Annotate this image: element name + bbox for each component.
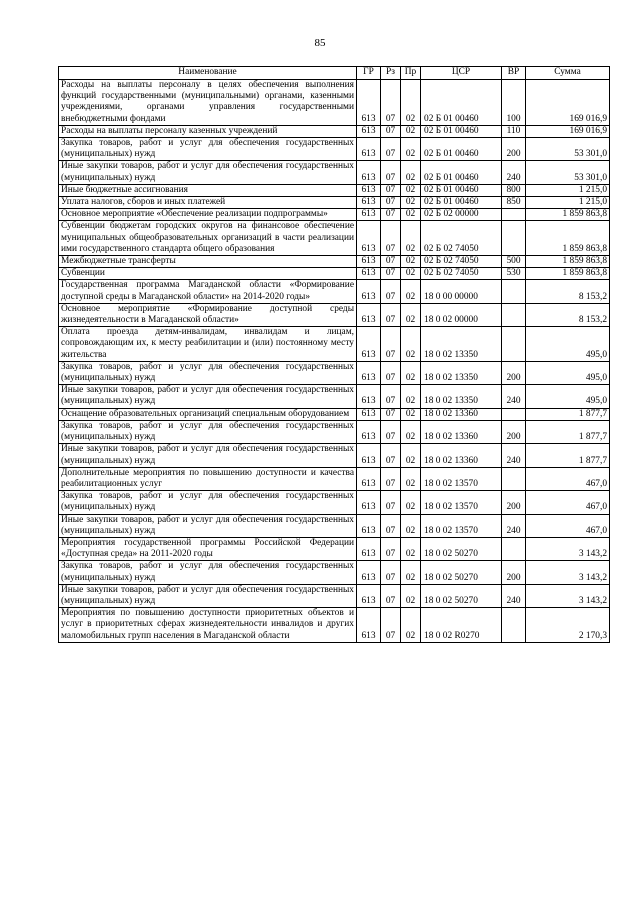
table-row: [59, 467, 610, 490]
cell-vr: 200: [502, 361, 526, 384]
cell-rz: 07: [381, 209, 401, 221]
cell-sum: 1 859 863,8: [526, 221, 610, 256]
cell-gr: 613: [357, 125, 381, 137]
cell-name: Оплата проезда детям-инвалидам, инвалидам и лицам, сопровождающим их, к месту реабилитации и (или) постоянному месту жительства: [59, 327, 357, 362]
cell-vr: 240: [502, 385, 526, 408]
cell-rz: 07: [381, 221, 401, 256]
cell-gr: 613: [357, 467, 381, 490]
cell-gr: 613: [357, 608, 381, 643]
cell-sum: 1 859 863,8: [526, 268, 610, 280]
cell-gr: 613: [357, 197, 381, 209]
cell-sum: 2 170,3: [526, 608, 610, 643]
cell-name: Закупка товаров, работ и услуг для обеспечения государственных (муниципальных) нужд: [59, 361, 357, 384]
cell-name: Субвенции бюджетам городских округов на финансовое обеспечение муниципальных общеобразовательных организаций в части реализации ими государственного стандарта общего образования: [59, 221, 357, 256]
cell-sum: 467,0: [526, 514, 610, 537]
cell-vr: [502, 221, 526, 256]
page-number: 85: [314, 37, 326, 49]
table-row: [59, 80, 610, 126]
cell-csr: 18 0 02 R0270: [421, 608, 502, 643]
cell-rz: 07: [381, 327, 401, 362]
cell-gr: 613: [357, 256, 381, 268]
cell-pr: 02: [401, 327, 421, 362]
cell-vr: [502, 537, 526, 560]
cell-sum: 495,0: [526, 385, 610, 408]
cell-name: Иные закупки товаров, работ и услуг для обеспечения государственных (муниципальных) нужд: [59, 584, 357, 607]
cell-rz: 07: [381, 385, 401, 408]
cell-pr: 02: [401, 280, 421, 303]
table-row: [59, 221, 610, 256]
cell-sum: 1 877,7: [526, 420, 610, 443]
cell-gr: 613: [357, 80, 381, 126]
cell-pr: 02: [401, 420, 421, 443]
cell-rz: 07: [381, 280, 401, 303]
cell-pr: 02: [401, 303, 421, 326]
cell-rz: 07: [381, 303, 401, 326]
cell-gr: 613: [357, 444, 381, 467]
cell-csr: 18 0 02 13570: [421, 514, 502, 537]
cell-pr: 02: [401, 268, 421, 280]
cell-pr: 02: [401, 467, 421, 490]
cell-name: Иные закупки товаров, работ и услуг для обеспечения государственных (муниципальных) нужд: [59, 514, 357, 537]
cell-vr: [502, 327, 526, 362]
cell-sum: 3 143,2: [526, 537, 610, 560]
table-row: [59, 537, 610, 560]
table-row: [59, 184, 610, 196]
cell-rz: 07: [381, 608, 401, 643]
cell-vr: 850: [502, 197, 526, 209]
cell-sum: 53 301,0: [526, 138, 610, 161]
cell-rz: 07: [381, 561, 401, 584]
cell-vr: 110: [502, 125, 526, 137]
cell-gr: 613: [357, 280, 381, 303]
cell-vr: [502, 467, 526, 490]
cell-vr: 100: [502, 80, 526, 126]
header-gr: ГР: [357, 67, 381, 80]
cell-gr: 613: [357, 221, 381, 256]
cell-rz: 07: [381, 361, 401, 384]
cell-name: Иные бюджетные ассигнования: [59, 184, 357, 196]
table-row: [59, 514, 610, 537]
table-row: [59, 280, 610, 303]
cell-csr: 18 0 02 13360: [421, 420, 502, 443]
cell-vr: [502, 209, 526, 221]
header-name: Наименование: [59, 67, 357, 80]
cell-gr: 613: [357, 161, 381, 184]
cell-pr: 02: [401, 80, 421, 126]
cell-name: Иные закупки товаров, работ и услуг для обеспечения государственных (муниципальных) нужд: [59, 385, 357, 408]
cell-rz: 07: [381, 514, 401, 537]
table-row: [59, 361, 610, 384]
cell-gr: 613: [357, 361, 381, 384]
cell-name: Расходы на выплаты персоналу в целях обеспечения выполнения функций государственными (муниципальными) органами, казенными учреждениями, органами управления государственными внебюджетными фондами: [59, 80, 357, 126]
cell-csr: 02 Б 01 00460: [421, 161, 502, 184]
table-row: [59, 584, 610, 607]
cell-rz: 07: [381, 444, 401, 467]
cell-vr: [502, 408, 526, 420]
cell-csr: 02 Б 01 00460: [421, 138, 502, 161]
cell-gr: 613: [357, 268, 381, 280]
cell-csr: 02 Б 01 00460: [421, 80, 502, 126]
cell-csr: 18 0 02 13360: [421, 408, 502, 420]
cell-csr: 18 0 02 13570: [421, 491, 502, 514]
cell-pr: 02: [401, 385, 421, 408]
cell-csr: 02 Б 01 00460: [421, 184, 502, 196]
cell-pr: 02: [401, 197, 421, 209]
cell-sum: 53 301,0: [526, 161, 610, 184]
cell-csr: 18 0 02 50270: [421, 584, 502, 607]
cell-pr: 02: [401, 138, 421, 161]
cell-csr: 18 0 02 50270: [421, 561, 502, 584]
cell-vr: 500: [502, 256, 526, 268]
table-row: [59, 138, 610, 161]
cell-rz: 07: [381, 467, 401, 490]
cell-rz: 07: [381, 80, 401, 126]
table-row: [59, 209, 610, 221]
cell-sum: 1 877,7: [526, 408, 610, 420]
cell-vr: 240: [502, 161, 526, 184]
table-row: [59, 197, 610, 209]
cell-gr: 613: [357, 303, 381, 326]
table-row: [59, 161, 610, 184]
cell-vr: [502, 608, 526, 643]
cell-name: Закупка товаров, работ и услуг для обеспечения государственных (муниципальных) нужд: [59, 138, 357, 161]
cell-pr: 02: [401, 221, 421, 256]
header-pr: Пр: [401, 67, 421, 80]
table-row: [59, 408, 610, 420]
cell-csr: 18 0 02 13350: [421, 385, 502, 408]
cell-gr: 613: [357, 385, 381, 408]
cell-vr: 200: [502, 491, 526, 514]
header-csr: ЦСР: [421, 67, 502, 80]
cell-name: Дополнительные мероприятия по повышению доступности и качества реабилитационных услуг: [59, 467, 357, 490]
cell-rz: 07: [381, 197, 401, 209]
cell-sum: 3 143,2: [526, 561, 610, 584]
cell-rz: 07: [381, 125, 401, 137]
table-row: [59, 385, 610, 408]
cell-csr: 02 Б 01 00460: [421, 125, 502, 137]
cell-name: Расходы на выплаты персоналу казенных учреждений: [59, 125, 357, 137]
cell-vr: [502, 303, 526, 326]
cell-name: Основное мероприятие «Обеспечение реализации подпрограммы»: [59, 209, 357, 221]
cell-sum: 3 143,2: [526, 584, 610, 607]
cell-pr: 02: [401, 491, 421, 514]
cell-sum: 1 859 863,8: [526, 209, 610, 221]
cell-rz: 07: [381, 408, 401, 420]
cell-rz: 07: [381, 138, 401, 161]
cell-csr: 02 Б 01 00460: [421, 197, 502, 209]
cell-csr: 18 0 00 00000: [421, 280, 502, 303]
cell-csr: 02 Б 02 74050: [421, 256, 502, 268]
cell-name: Государственная программа Магаданской области «Формирование доступной среды в Магаданской области» на 2014-2020 годы»: [59, 280, 357, 303]
cell-pr: 02: [401, 514, 421, 537]
cell-csr: 02 Б 02 74050: [421, 221, 502, 256]
cell-sum: 169 016,9: [526, 125, 610, 137]
cell-csr: 02 Б 02 74050: [421, 268, 502, 280]
cell-gr: 613: [357, 420, 381, 443]
cell-name: Оснащение образовательных организаций специальным оборудованием: [59, 408, 357, 420]
cell-csr: 18 0 02 13350: [421, 327, 502, 362]
cell-gr: 613: [357, 209, 381, 221]
table-row: [59, 444, 610, 467]
cell-pr: 02: [401, 125, 421, 137]
cell-vr: 530: [502, 268, 526, 280]
cell-sum: 1 215,0: [526, 197, 610, 209]
cell-sum: 495,0: [526, 327, 610, 362]
cell-rz: 07: [381, 184, 401, 196]
cell-gr: 613: [357, 491, 381, 514]
cell-vr: 200: [502, 420, 526, 443]
cell-name: Мероприятия по повышению доступности приоритетных объектов и услуг в приоритетных сферах жизнедеятельности инвалидов и других маломобильных групп населения в Магаданской области: [59, 608, 357, 643]
cell-name: Закупка товаров, работ и услуг для обеспечения государственных (муниципальных) нужд: [59, 491, 357, 514]
header-rz: Рз: [381, 67, 401, 80]
cell-pr: 02: [401, 209, 421, 221]
cell-rz: 07: [381, 268, 401, 280]
cell-rz: 07: [381, 537, 401, 560]
cell-gr: 613: [357, 184, 381, 196]
cell-vr: [502, 280, 526, 303]
cell-pr: 02: [401, 561, 421, 584]
cell-rz: 07: [381, 584, 401, 607]
header-vr: ВР: [502, 67, 526, 80]
cell-name: Закупка товаров, работ и услуг для обеспечения государственных (муниципальных) нужд: [59, 420, 357, 443]
cell-name: Субвенции: [59, 268, 357, 280]
cell-vr: 240: [502, 584, 526, 607]
cell-csr: 18 0 02 13570: [421, 467, 502, 490]
cell-csr: 02 Б 02 00000: [421, 209, 502, 221]
cell-rz: 07: [381, 420, 401, 443]
cell-vr: 240: [502, 444, 526, 467]
cell-gr: 613: [357, 514, 381, 537]
cell-name: Иные закупки товаров, работ и услуг для обеспечения государственных (муниципальных) нужд: [59, 161, 357, 184]
cell-gr: 613: [357, 408, 381, 420]
cell-name: Иные закупки товаров, работ и услуг для обеспечения государственных (муниципальных) нужд: [59, 444, 357, 467]
cell-sum: 1 877,7: [526, 444, 610, 467]
cell-sum: 169 016,9: [526, 80, 610, 126]
cell-rz: 07: [381, 491, 401, 514]
cell-name: Межбюджетные трансферты: [59, 256, 357, 268]
cell-sum: 1 215,0: [526, 184, 610, 196]
cell-name: Основное мероприятие «Формирование доступной среды жизнедеятельности в Магаданской области»: [59, 303, 357, 326]
cell-sum: 8 153,2: [526, 280, 610, 303]
table-header-row: [59, 67, 610, 80]
cell-gr: 613: [357, 138, 381, 161]
cell-vr: 200: [502, 138, 526, 161]
cell-sum: 467,0: [526, 491, 610, 514]
cell-vr: 200: [502, 561, 526, 584]
header-sum: Сумма: [526, 67, 610, 80]
cell-sum: 1 859 863,8: [526, 256, 610, 268]
cell-name: Уплата налогов, сборов и иных платежей: [59, 197, 357, 209]
cell-gr: 613: [357, 327, 381, 362]
cell-pr: 02: [401, 408, 421, 420]
cell-name: Мероприятия государственной программы Российской Федерации «Доступная среда» на 2011-2020 годы: [59, 537, 357, 560]
cell-sum: 495,0: [526, 361, 610, 384]
table-row: [59, 125, 610, 137]
table-row: [59, 303, 610, 326]
table-row: [59, 256, 610, 268]
cell-sum: 467,0: [526, 467, 610, 490]
cell-csr: 18 0 02 13360: [421, 444, 502, 467]
budget-table: [58, 66, 610, 643]
cell-csr: 18 0 02 50270: [421, 537, 502, 560]
cell-gr: 613: [357, 584, 381, 607]
cell-csr: 18 0 02 13350: [421, 361, 502, 384]
cell-pr: 02: [401, 608, 421, 643]
table-row: [59, 608, 610, 643]
table-row: [59, 268, 610, 280]
cell-pr: 02: [401, 184, 421, 196]
cell-sum: 8 153,2: [526, 303, 610, 326]
cell-pr: 02: [401, 537, 421, 560]
cell-gr: 613: [357, 537, 381, 560]
cell-rz: 07: [381, 256, 401, 268]
table-row: [59, 561, 610, 584]
table-row: [59, 420, 610, 443]
cell-name: Закупка товаров, работ и услуг для обеспечения государственных (муниципальных) нужд: [59, 561, 357, 584]
cell-rz: 07: [381, 161, 401, 184]
cell-csr: 18 0 02 00000: [421, 303, 502, 326]
table-row: [59, 327, 610, 362]
cell-pr: 02: [401, 256, 421, 268]
cell-pr: 02: [401, 584, 421, 607]
cell-vr: 240: [502, 514, 526, 537]
cell-vr: 800: [502, 184, 526, 196]
cell-pr: 02: [401, 161, 421, 184]
cell-pr: 02: [401, 361, 421, 384]
cell-gr: 613: [357, 561, 381, 584]
table-row: [59, 491, 610, 514]
cell-pr: 02: [401, 444, 421, 467]
